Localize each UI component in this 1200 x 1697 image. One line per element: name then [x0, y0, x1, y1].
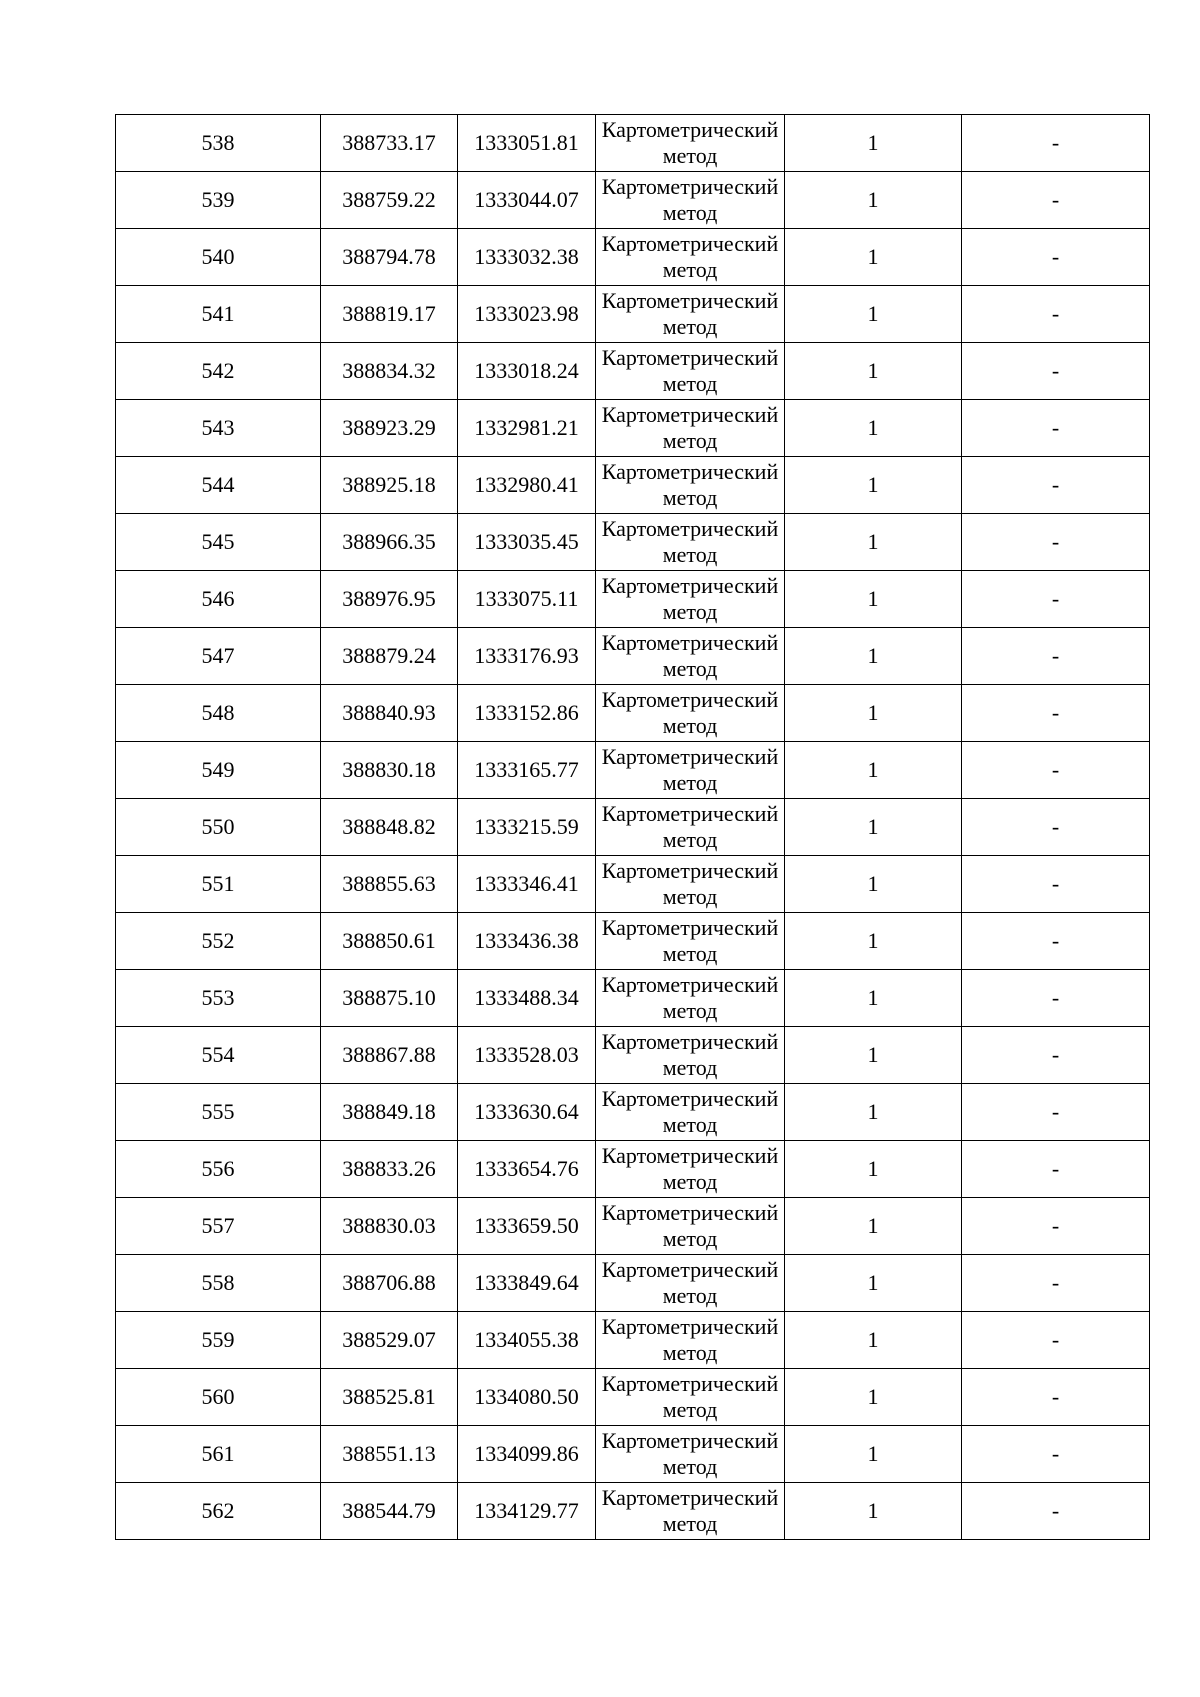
accuracy-cell: 1: [785, 571, 962, 628]
table-row: [116, 1141, 1150, 1198]
point-number-cell: 540: [116, 229, 321, 286]
method-cell: Картометрический метод: [596, 229, 785, 286]
note-cell: -: [962, 286, 1150, 343]
table-row: [116, 286, 1150, 343]
method-cell: Картометрический метод: [596, 856, 785, 913]
note-cell: -: [962, 172, 1150, 229]
method-cell: Картометрический метод: [596, 913, 785, 970]
note-cell: -: [962, 742, 1150, 799]
x-coordinate-cell: 388830.18: [321, 742, 458, 799]
x-coordinate-cell: 388848.82: [321, 799, 458, 856]
y-coordinate-cell: 1333023.98: [458, 286, 596, 343]
x-coordinate-cell: 388706.88: [321, 1255, 458, 1312]
y-coordinate-cell: 1333152.86: [458, 685, 596, 742]
accuracy-cell: 1: [785, 1483, 962, 1540]
point-number-cell: 543: [116, 400, 321, 457]
point-number-cell: 548: [116, 685, 321, 742]
x-coordinate-cell: 388855.63: [321, 856, 458, 913]
note-cell: -: [962, 1312, 1150, 1369]
point-number-cell: 553: [116, 970, 321, 1027]
x-coordinate-cell: 388875.10: [321, 970, 458, 1027]
method-cell: Картометрический метод: [596, 1084, 785, 1141]
accuracy-cell: 1: [785, 172, 962, 229]
accuracy-cell: 1: [785, 742, 962, 799]
y-coordinate-cell: 1333654.76: [458, 1141, 596, 1198]
y-coordinate-cell: 1334080.50: [458, 1369, 596, 1426]
note-cell: -: [962, 1141, 1150, 1198]
note-cell: -: [962, 1198, 1150, 1255]
table-row: [116, 457, 1150, 514]
method-cell: Картометрический метод: [596, 742, 785, 799]
y-coordinate-cell: 1333849.64: [458, 1255, 596, 1312]
method-cell: Картометрический метод: [596, 172, 785, 229]
x-coordinate-cell: 388833.26: [321, 1141, 458, 1198]
x-coordinate-cell: 388525.81: [321, 1369, 458, 1426]
method-cell: Картометрический метод: [596, 628, 785, 685]
x-coordinate-cell: 388867.88: [321, 1027, 458, 1084]
accuracy-cell: 1: [785, 1141, 962, 1198]
y-coordinate-cell: 1333032.38: [458, 229, 596, 286]
accuracy-cell: 1: [785, 799, 962, 856]
x-coordinate-cell: 388834.32: [321, 343, 458, 400]
point-number-cell: 547: [116, 628, 321, 685]
point-number-cell: 555: [116, 1084, 321, 1141]
method-cell: Картометрический метод: [596, 286, 785, 343]
x-coordinate-cell: 388850.61: [321, 913, 458, 970]
table-row: [116, 799, 1150, 856]
table-row: [116, 970, 1150, 1027]
note-cell: -: [962, 343, 1150, 400]
y-coordinate-cell: 1333630.64: [458, 1084, 596, 1141]
accuracy-cell: 1: [785, 514, 962, 571]
x-coordinate-cell: 388794.78: [321, 229, 458, 286]
point-number-cell: 542: [116, 343, 321, 400]
y-coordinate-cell: 1333528.03: [458, 1027, 596, 1084]
y-coordinate-cell: 1333044.07: [458, 172, 596, 229]
table-row: [116, 172, 1150, 229]
note-cell: -: [962, 856, 1150, 913]
note-cell: -: [962, 1084, 1150, 1141]
table-row: [116, 1312, 1150, 1369]
point-number-cell: 550: [116, 799, 321, 856]
table-row: [116, 343, 1150, 400]
table-row: [116, 115, 1150, 172]
note-cell: -: [962, 400, 1150, 457]
accuracy-cell: 1: [785, 1084, 962, 1141]
accuracy-cell: 1: [785, 1027, 962, 1084]
y-coordinate-cell: 1334099.86: [458, 1426, 596, 1483]
accuracy-cell: 1: [785, 343, 962, 400]
x-coordinate-cell: 388551.13: [321, 1426, 458, 1483]
x-coordinate-cell: 388529.07: [321, 1312, 458, 1369]
method-cell: Картометрический метод: [596, 343, 785, 400]
point-number-cell: 561: [116, 1426, 321, 1483]
accuracy-cell: 1: [785, 1369, 962, 1426]
accuracy-cell: 1: [785, 913, 962, 970]
accuracy-cell: 1: [785, 1255, 962, 1312]
method-cell: Картометрический метод: [596, 1198, 785, 1255]
table-row: [116, 1255, 1150, 1312]
table-row: [116, 1483, 1150, 1540]
note-cell: -: [962, 115, 1150, 172]
point-number-cell: 554: [116, 1027, 321, 1084]
y-coordinate-cell: 1333051.81: [458, 115, 596, 172]
point-number-cell: 539: [116, 172, 321, 229]
method-cell: Картометрический метод: [596, 115, 785, 172]
note-cell: -: [962, 799, 1150, 856]
point-number-cell: 546: [116, 571, 321, 628]
note-cell: -: [962, 457, 1150, 514]
y-coordinate-cell: 1333488.34: [458, 970, 596, 1027]
method-cell: Картометрический метод: [596, 1255, 785, 1312]
table-row: [116, 628, 1150, 685]
method-cell: Картометрический метод: [596, 1312, 785, 1369]
x-coordinate-cell: 388849.18: [321, 1084, 458, 1141]
method-cell: Картометрический метод: [596, 685, 785, 742]
table-row: [116, 514, 1150, 571]
y-coordinate-cell: 1333075.11: [458, 571, 596, 628]
x-coordinate-cell: 388966.35: [321, 514, 458, 571]
x-coordinate-cell: 388923.29: [321, 400, 458, 457]
y-coordinate-cell: 1332980.41: [458, 457, 596, 514]
coordinates-table-body: [116, 115, 1150, 1540]
table-row: [116, 229, 1150, 286]
method-cell: Картометрический метод: [596, 1369, 785, 1426]
method-cell: Картометрический метод: [596, 514, 785, 571]
note-cell: -: [962, 229, 1150, 286]
x-coordinate-cell: 388819.17: [321, 286, 458, 343]
x-coordinate-cell: 388830.03: [321, 1198, 458, 1255]
x-coordinate-cell: 388925.18: [321, 457, 458, 514]
point-number-cell: 559: [116, 1312, 321, 1369]
accuracy-cell: 1: [785, 286, 962, 343]
method-cell: Картометрический метод: [596, 970, 785, 1027]
method-cell: Картометрический метод: [596, 799, 785, 856]
y-coordinate-cell: 1333176.93: [458, 628, 596, 685]
point-number-cell: 545: [116, 514, 321, 571]
x-coordinate-cell: 388840.93: [321, 685, 458, 742]
point-number-cell: 544: [116, 457, 321, 514]
accuracy-cell: 1: [785, 400, 962, 457]
accuracy-cell: 1: [785, 685, 962, 742]
method-cell: Картометрический метод: [596, 1141, 785, 1198]
x-coordinate-cell: 388759.22: [321, 172, 458, 229]
table-row: [116, 1027, 1150, 1084]
y-coordinate-cell: 1333018.24: [458, 343, 596, 400]
table-row: [116, 856, 1150, 913]
y-coordinate-cell: 1333035.45: [458, 514, 596, 571]
method-cell: Картометрический метод: [596, 571, 785, 628]
accuracy-cell: 1: [785, 1426, 962, 1483]
table-row: [116, 913, 1150, 970]
y-coordinate-cell: 1333436.38: [458, 913, 596, 970]
method-cell: Картометрический метод: [596, 1426, 785, 1483]
y-coordinate-cell: 1333659.50: [458, 1198, 596, 1255]
accuracy-cell: 1: [785, 229, 962, 286]
point-number-cell: 558: [116, 1255, 321, 1312]
accuracy-cell: 1: [785, 115, 962, 172]
table-row: [116, 1426, 1150, 1483]
method-cell: Картометрический метод: [596, 400, 785, 457]
x-coordinate-cell: 388733.17: [321, 115, 458, 172]
accuracy-cell: 1: [785, 1198, 962, 1255]
coordinates-table: [115, 114, 1150, 1540]
note-cell: -: [962, 628, 1150, 685]
point-number-cell: 541: [116, 286, 321, 343]
note-cell: -: [962, 1483, 1150, 1540]
table-row: [116, 571, 1150, 628]
table-row: [116, 685, 1150, 742]
x-coordinate-cell: 388544.79: [321, 1483, 458, 1540]
y-coordinate-cell: 1333165.77: [458, 742, 596, 799]
method-cell: Картометрический метод: [596, 457, 785, 514]
y-coordinate-cell: 1332981.21: [458, 400, 596, 457]
y-coordinate-cell: 1333346.41: [458, 856, 596, 913]
table-row: [116, 1369, 1150, 1426]
y-coordinate-cell: 1334129.77: [458, 1483, 596, 1540]
point-number-cell: 552: [116, 913, 321, 970]
point-number-cell: 562: [116, 1483, 321, 1540]
point-number-cell: 549: [116, 742, 321, 799]
note-cell: -: [962, 1426, 1150, 1483]
y-coordinate-cell: 1333215.59: [458, 799, 596, 856]
table-row: [116, 1198, 1150, 1255]
note-cell: -: [962, 571, 1150, 628]
note-cell: -: [962, 1027, 1150, 1084]
note-cell: -: [962, 1255, 1150, 1312]
table-row: [116, 742, 1150, 799]
accuracy-cell: 1: [785, 970, 962, 1027]
point-number-cell: 560: [116, 1369, 321, 1426]
point-number-cell: 551: [116, 856, 321, 913]
y-coordinate-cell: 1334055.38: [458, 1312, 596, 1369]
accuracy-cell: 1: [785, 628, 962, 685]
table-row: [116, 1084, 1150, 1141]
point-number-cell: 538: [116, 115, 321, 172]
method-cell: Картометрический метод: [596, 1483, 785, 1540]
method-cell: Картометрический метод: [596, 1027, 785, 1084]
note-cell: -: [962, 685, 1150, 742]
note-cell: -: [962, 1369, 1150, 1426]
accuracy-cell: 1: [785, 457, 962, 514]
x-coordinate-cell: 388879.24: [321, 628, 458, 685]
point-number-cell: 556: [116, 1141, 321, 1198]
point-number-cell: 557: [116, 1198, 321, 1255]
table-row: [116, 400, 1150, 457]
accuracy-cell: 1: [785, 1312, 962, 1369]
accuracy-cell: 1: [785, 856, 962, 913]
note-cell: -: [962, 970, 1150, 1027]
note-cell: -: [962, 913, 1150, 970]
x-coordinate-cell: 388976.95: [321, 571, 458, 628]
note-cell: -: [962, 514, 1150, 571]
